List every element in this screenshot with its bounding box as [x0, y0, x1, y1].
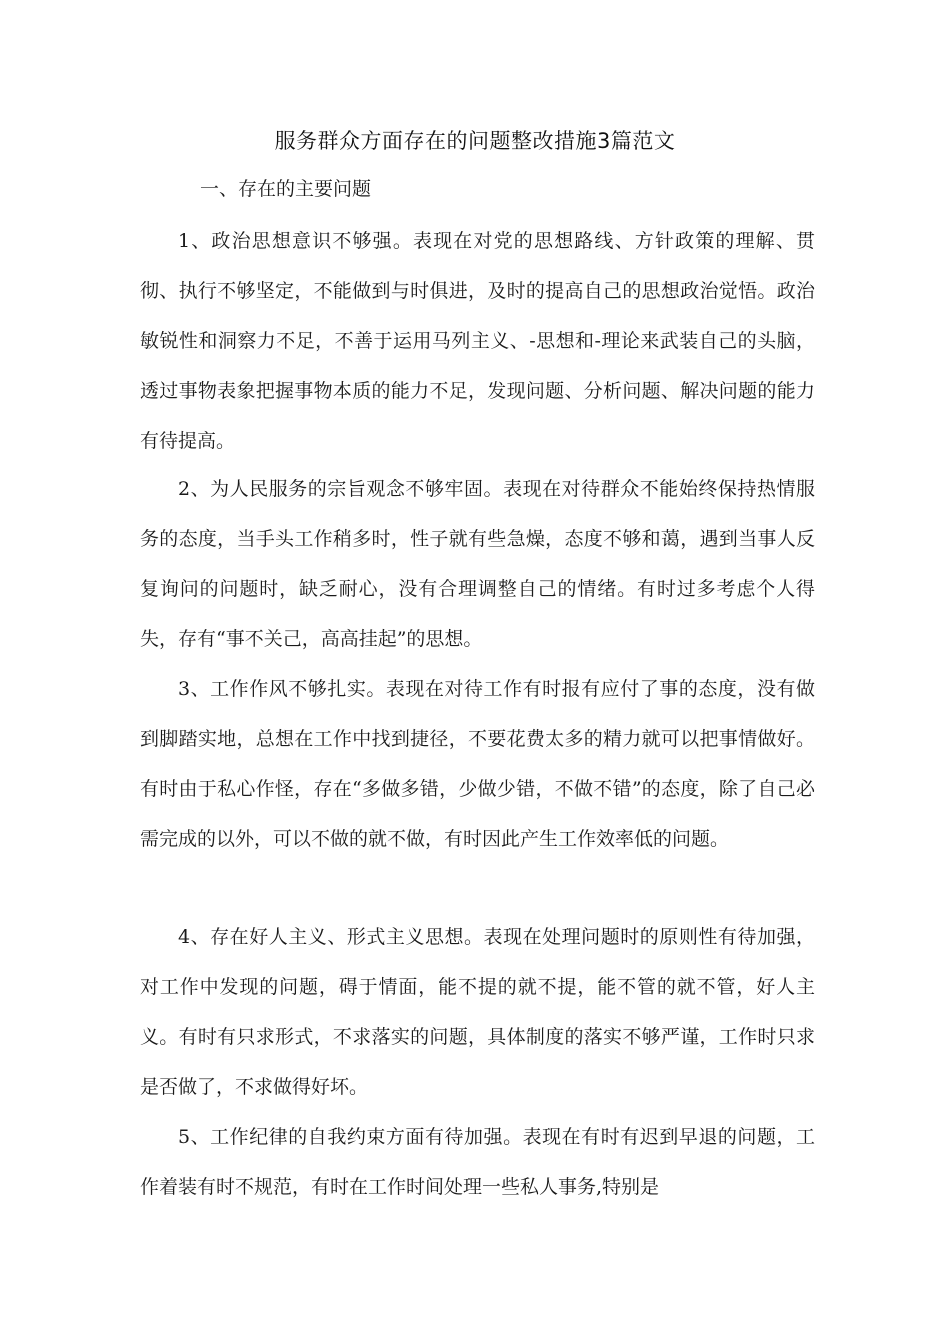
paragraph-1: 1、政治思想意识不够强。表现在对党的思想路线、方针政策的理解、贯彻、执行不够坚定，不能做到与时俱进，及时的提高自己的思想政治觉悟。政治敏锐性和洞察力不足，不善于运用马列主义、-思想和-理论来武装自己的头脑，透过事物表象把握事物本质的能力不足，发现问题、分析问题、解决问题的能力有待提高。	[140, 230, 815, 452]
paragraph-2: 2、为人民服务的宗旨观念不够牢固。表现在对待群众不能始终保持热情服务的态度，当手头工作稍多时，性子就有些急燥，态度不够和蔼，遇到当事人反复询问的问题时，缺乏耐心，没有合理调整自己的情绪。有时过多考虑个人得失，存有“事不关己，高高挂起”的思想。	[140, 478, 815, 650]
section-heading: 一、存在的主要问题	[200, 178, 372, 200]
document-title: 服务群众方面存在的问题整改措施3篇范文	[274, 129, 676, 153]
paragraph-3: 3、工作作风不够扎实。表现在对待工作有时报有应付了事的态度，没有做到脚踏实地，总想在工作中找到捷径，不要花费太多的精力就可以把事情做好。有时由于私心作怪，存在“多做多错，少做少错，不做不错”的态度，除了自己必需完成的以外，可以不做的就不做，有时因此产生工作效率低的问题。	[140, 678, 815, 850]
paragraph-5: 5、工作纪律的自我约束方面有待加强。表现在有时有迟到早退的问题，工作着装有时不规范，有时在工作时间处理一些私人事务,特别是	[140, 1126, 815, 1198]
paragraph-4: 4、存在好人主义、形式主义思想。表现在处理问题时的原则性有待加强，对工作中发现的问题，碍于情面，能不提的就不提，能不管的就不管，好人主义。有时有只求形式，不求落实的问题，具体制度的落实不够严谨，工作时只求是否做了，不求做得好坏。	[140, 926, 815, 1098]
